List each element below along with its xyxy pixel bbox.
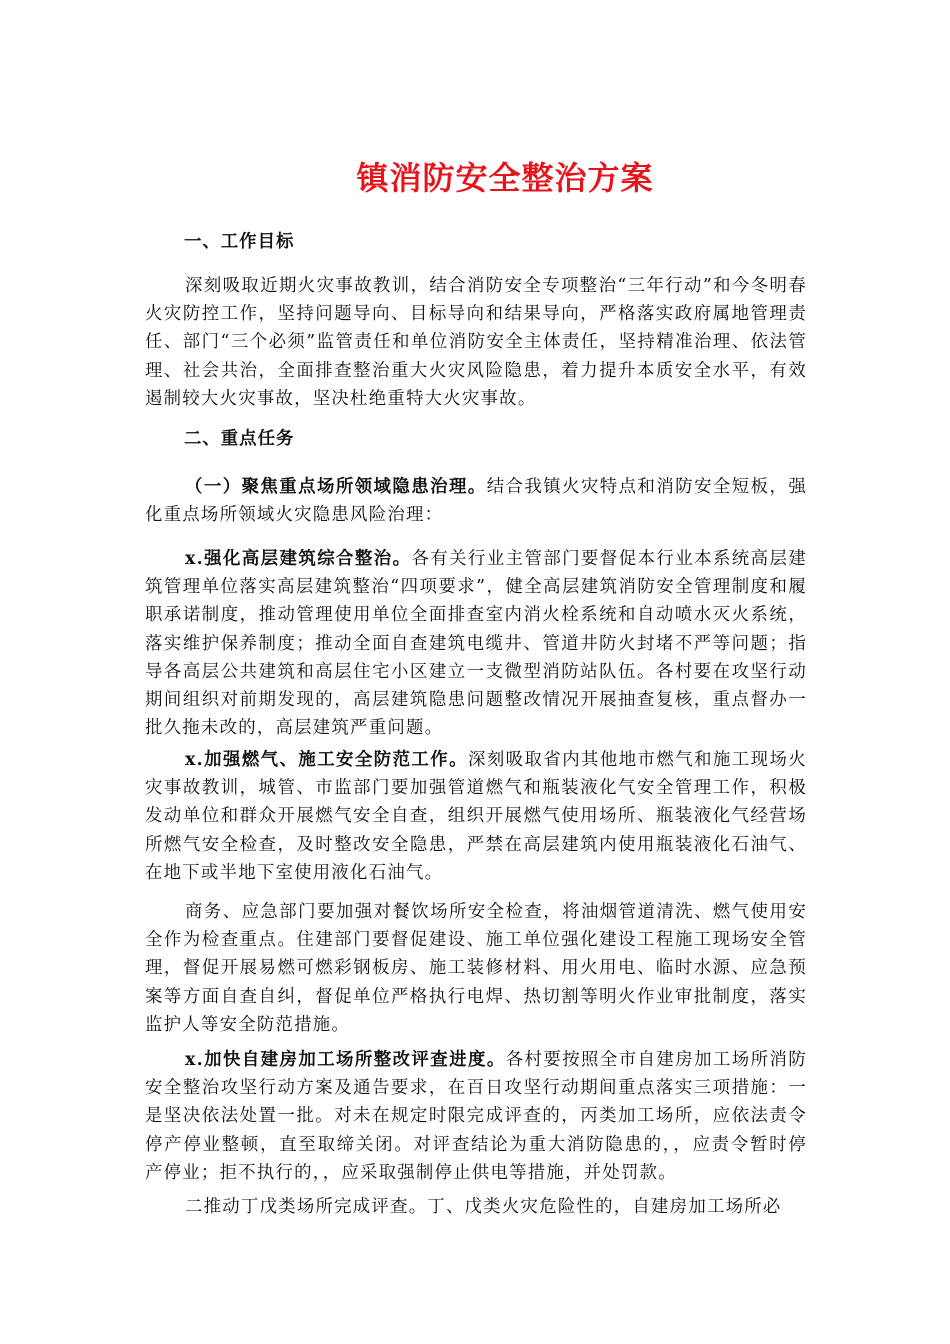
paragraph-item-gas-construction <box>145 746 807 887</box>
item-2-lead: x.加强燃气、施工安全防范工作。 <box>185 750 468 770</box>
paragraph-continued: 二推动丁戊类场所完成评查。丁、戊类火灾危险性的，自建房加工场所必 <box>185 1197 782 1217</box>
item-1-text: 各有关行业主管部门要督促本行业本系统高层建筑管理单位落实高层建筑整治“四项要求”，健全高层建筑消防安全管理制度和履职承诺制度，推动管理使用单位全面排查室内消火栓系统和自动喷水灭火系统，落实维护保养制度；推动全面自查建筑电缆井、管道井防火封堵不严等问题；指导各高层公共建筑和高层住宅小区建立一支微型消防站队伍。各村要在攻坚行动期间组织对前期发现的，高层建筑隐患问题整改情况开展抽查复核，重点督办一批久拖未改的，高层建筑严重问题。 <box>145 549 807 739</box>
item-3-text: 各村要按照全市自建房加工场所消防安全整治攻坚行动方案及通告要求，在百日攻坚行动期间重点落实三项措施：一是坚决依法处置一批。对未在规定时限完成评查的，丙类加工场所，应依法责令停产停业整顿，直至取缔关闭。对评查结论为重大消防隐患的，，应责令暂时停产停业；拒不执行的，，应采取强制停止供电等措施，并处罚款。 <box>145 1050 807 1183</box>
paragraph-goals: 深刻吸取近期火灾事故教训，结合消防安全专项整治“三年行动”和今冬明春火灾防控工作，坚持问题导向、目标导向和结果导向，严格落实政府属地管理责任、部门“三个必须”监管责任和单位消防安全主体责任，坚持精准治理、依法管理、社会共治，全面排查整治重大火灾风险隐患，着力提升本质安全水平，有效遏制较大火灾事故，坚决杜绝重特大火灾事故。 <box>145 276 807 409</box>
section-heading-tasks: 二、重点任务 <box>184 429 295 449</box>
item-1-lead: x.强化高层建筑综合整治。 <box>185 549 412 569</box>
subsection-1-lead: （一）聚焦重点场所领域隐患治理。 <box>185 477 487 497</box>
paragraph-item-self-built <box>145 1046 807 1187</box>
subsection-1-text: 结合我镇火灾特点和消防安全短板，强化重点场所领域火灾隐患风险治理： <box>145 477 807 526</box>
paragraph-commerce-emergency: 商务、应急部门要加强对餐饮场所安全检查，将油烟管道清洗、燃气使用安全作为检查重点。住建部门要督促建设、施工单位强化建设工程施工现场安全管理，督促开展易燃可燃彩钢板房、施工装修材料、用火用电、临时水源、应急预案等方面自查自纠，督促单位严格执行电焊、热切割等明火作业审批制度，落实监护人等安全防范措施。 <box>145 902 807 1035</box>
section-heading-goals: 一、工作目标 <box>184 232 295 252</box>
paragraph-subsection-1 <box>145 473 807 529</box>
paragraph-item-high-rise <box>145 545 807 742</box>
item-2-text: 深刻吸取省内其他地市燃气和施工现场火灾事故教训，城管、市监部门要加强管道燃气和瓶装液化气安全管理工作，积极发动单位和群众开展燃气安全自查，组织开展燃气使用场所、瓶装液化气经营场所燃气安全检查，及时整改安全隐患，严禁在高层建筑内使用瓶装液化石油气、在地下或半地下室使用液化石油气。 <box>145 750 807 883</box>
item-3-lead: x.加快自建房加工场所整改评查进度。 <box>185 1050 506 1070</box>
document-title: 镇消防安全整治方案 <box>356 159 654 197</box>
